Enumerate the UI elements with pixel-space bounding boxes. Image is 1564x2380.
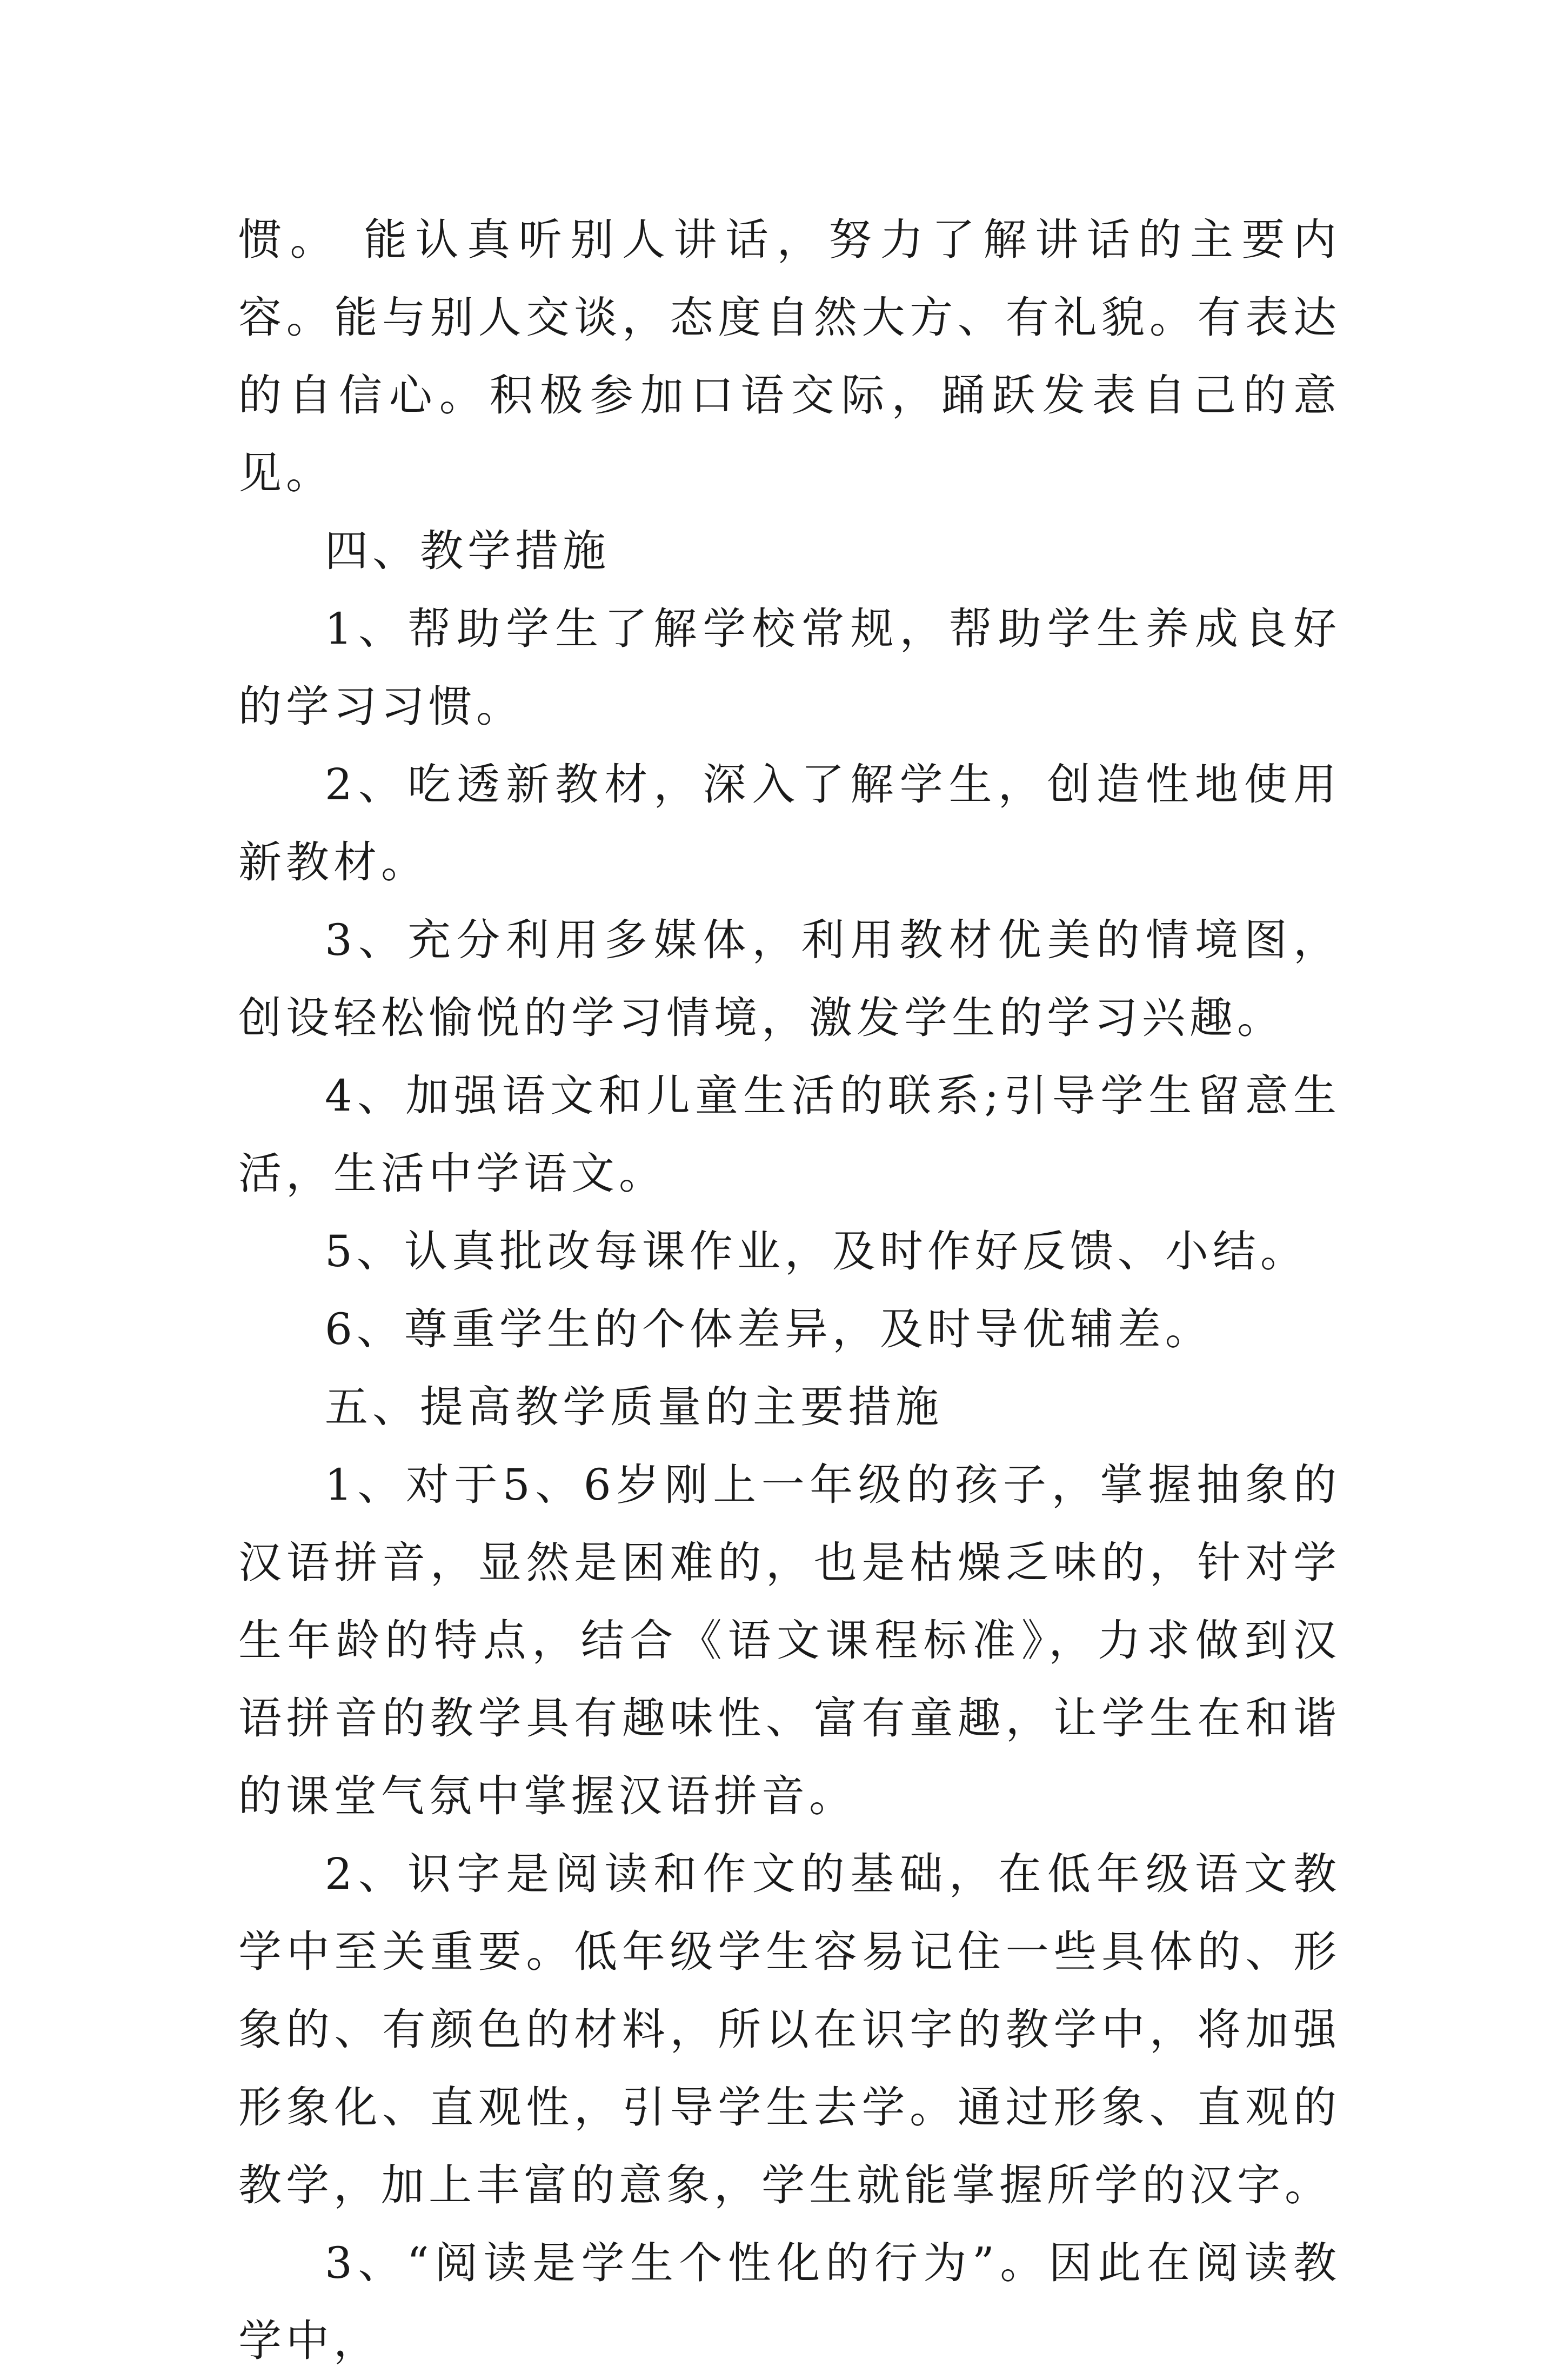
list-item: 2、识字是阅读和作文的基础，在低年级语文教学中至关重要。低年级学生容易记住一些具体的、形象的、有颜色的材料，所以在识字的教学中，将加强形象化、直观性，引导学生去学。通过形象、直观的教学，加上丰富的意象，学生就能掌握所学的汉字。 — [238, 1849, 1341, 2210]
list-item: 2、吃透新教材，深入了解学生，创造性地使用新教材。 — [238, 759, 1341, 887]
list-item: 6、尊重学生的个体差异，及时导优辅差。 — [325, 1304, 1213, 1354]
list-item: 4、加强语文和儿童生活的联系;引导学生留意生活，生活中学语文。 — [238, 1071, 1341, 1199]
list-item: 1、帮助学生了解学校常规，帮助学生养成良好的学习习惯。 — [238, 604, 1341, 732]
paragraph-continuation: 惯。 能认真听别人讲话，努力了解讲话的主要内容。能与别人交谈，态度自然大方、有礼貌。有表达的自信心。积极参加口语交际，踊跃发表自己的意见。 — [238, 215, 1341, 498]
list-item: 1、对于5、6岁刚上一年级的孩子，掌握抽象的汉语拼音，显然是困难的，也是枯燥乏味的，针对学生年龄的特点，结合《语文课程标准》，力求做到汉语拼音的教学具有趣味性、富有童趣，让学生在和谐的课堂气氛中掌握汉语拼音。 — [238, 1460, 1341, 1821]
list-item: 3、“阅读是学生个性化的行为”。因此在阅读教学中， — [238, 2238, 1341, 2366]
list-item: 3、充分利用多媒体，利用教材优美的情境图，创设轻松愉悦的学习情境，激发学生的学习兴趣。 — [238, 915, 1341, 1043]
document-body — [238, 201, 1341, 2380]
section-heading-teaching-measures: 四、教学措施 — [325, 526, 610, 576]
section-heading-quality-measures: 五、提高教学质量的主要措施 — [325, 1382, 943, 1432]
list-item: 5、认真批改每课作业，及时作好反馈、小结。 — [325, 1226, 1308, 1276]
